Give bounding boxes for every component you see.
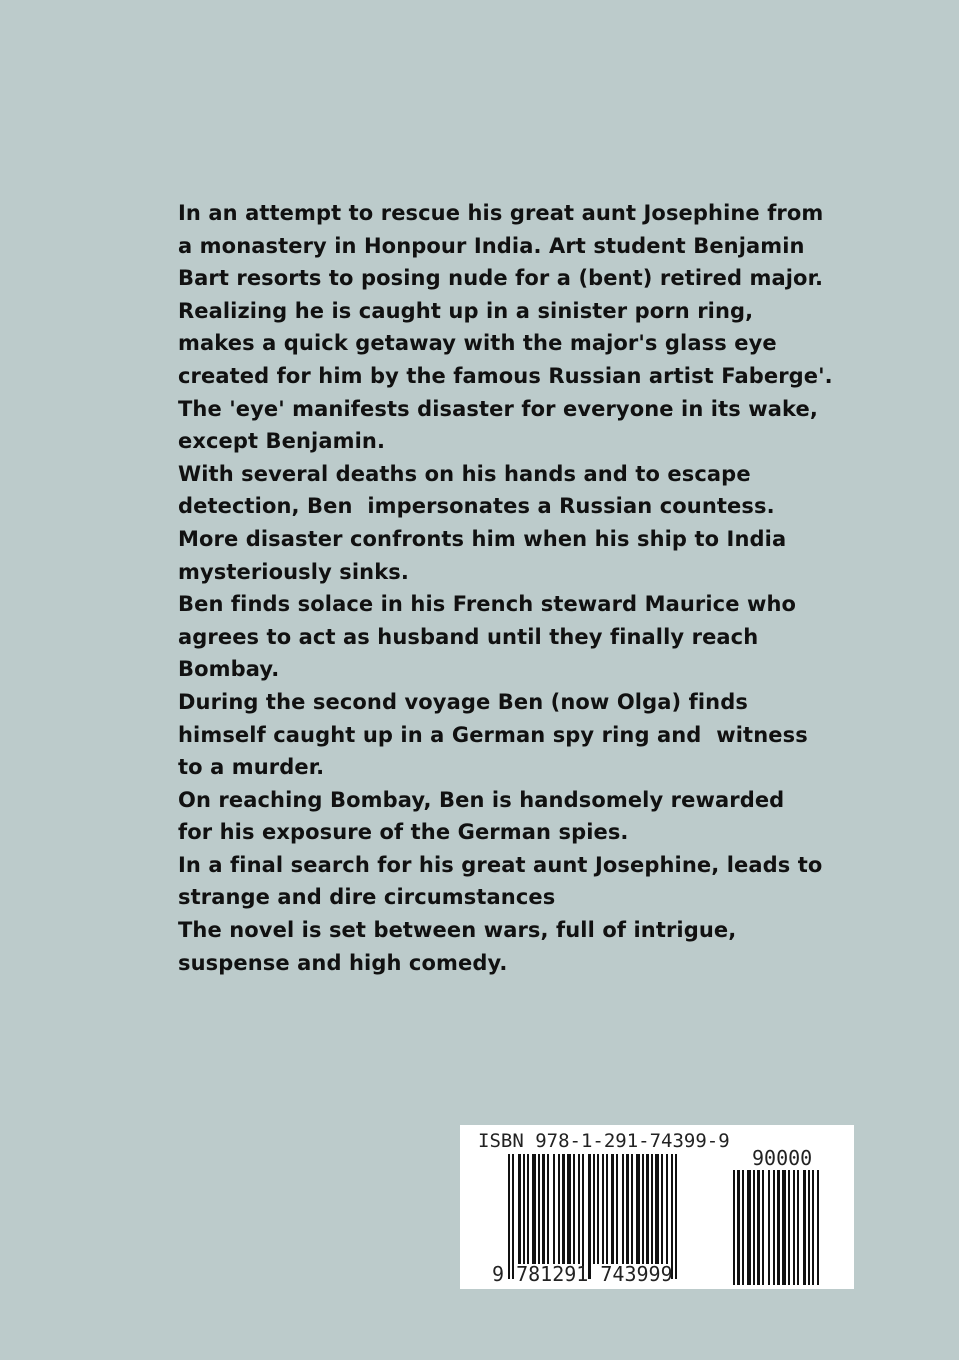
barcode-bar bbox=[631, 1154, 633, 1264]
barcode-bar bbox=[567, 1154, 571, 1264]
barcode-bar bbox=[578, 1154, 580, 1264]
barcode-bar bbox=[512, 1154, 514, 1279]
barcode-bar bbox=[588, 1154, 591, 1279]
blurb-line: Bart resorts to posing nude for a (bent) retired major. bbox=[178, 266, 824, 291]
blurb-line: strange and dire circumstances bbox=[178, 885, 556, 910]
barcode-bar bbox=[817, 1170, 819, 1285]
addon-barcode-bars bbox=[733, 1170, 845, 1285]
barcode-bar bbox=[797, 1170, 799, 1285]
barcode-bar bbox=[573, 1154, 575, 1264]
barcode-bar bbox=[508, 1154, 510, 1279]
barcode-bar bbox=[808, 1170, 810, 1285]
barcode-bar bbox=[606, 1154, 608, 1264]
barcode-bar bbox=[622, 1154, 624, 1264]
blurb-line: Ben finds solace in his French steward Maurice who bbox=[178, 592, 797, 617]
blurb-line: mysteriously sinks. bbox=[178, 559, 409, 584]
barcode-bar bbox=[737, 1170, 740, 1285]
barcode-bar bbox=[747, 1170, 751, 1285]
barcode-bar bbox=[655, 1154, 659, 1264]
barcode-bar bbox=[757, 1170, 760, 1285]
barcode-bar bbox=[812, 1170, 814, 1285]
barcode-bar bbox=[636, 1154, 640, 1264]
barcode-bar bbox=[793, 1170, 795, 1285]
back-cover-blurb bbox=[178, 197, 878, 979]
barcode-bar bbox=[642, 1154, 644, 1264]
barcode-bar bbox=[762, 1170, 764, 1285]
blurb-line: detection, Ben impersonates a Russian countess. bbox=[178, 494, 775, 519]
blurb-line: makes a quick getaway with the major's glass eye bbox=[178, 331, 777, 356]
barcode-bar bbox=[777, 1170, 780, 1285]
barcode-bar bbox=[616, 1154, 618, 1264]
barcode-bar bbox=[602, 1154, 604, 1264]
blurb-line: In a final search for his great aunt Josephine, leads to bbox=[178, 852, 823, 877]
barcode-bar bbox=[661, 1154, 663, 1264]
barcode-bar bbox=[611, 1154, 614, 1264]
barcode-bar bbox=[768, 1170, 770, 1285]
barcode-bar bbox=[671, 1154, 673, 1279]
blurb-line: On reaching Bombay, Ben is handsomely rewarded bbox=[178, 787, 785, 812]
barcode-bar bbox=[742, 1170, 744, 1285]
blurb-line: More disaster confronts him when his ship to India bbox=[178, 526, 787, 551]
barcode-bar bbox=[788, 1170, 790, 1285]
blurb-line: The novel is set between wars, full of intrigue, bbox=[178, 918, 737, 943]
barcode-bar bbox=[675, 1154, 677, 1279]
barcode-bar bbox=[547, 1154, 549, 1264]
blurb-line: except Benjamin. bbox=[178, 429, 386, 454]
ean-digits: 9 781291 743999 bbox=[492, 1262, 673, 1286]
barcode-bar bbox=[646, 1154, 649, 1264]
barcode-bar bbox=[666, 1154, 668, 1264]
barcode-bar bbox=[733, 1170, 735, 1285]
barcode-bar bbox=[597, 1154, 599, 1264]
barcode-bar bbox=[582, 1154, 584, 1279]
barcode-bar bbox=[538, 1154, 540, 1264]
barcode-bar bbox=[523, 1154, 525, 1264]
blurb-line: With several deaths on his hands and to escape bbox=[178, 461, 751, 486]
blurb-line: In an attempt to rescue his great aunt Josephine from bbox=[178, 201, 824, 225]
barcode-bar bbox=[782, 1170, 786, 1285]
barcode-bar bbox=[803, 1170, 806, 1285]
barcode-bar bbox=[651, 1154, 653, 1264]
barcode-bar bbox=[626, 1154, 629, 1264]
blurb-line: During the second voyage Ben (now Olga) finds bbox=[178, 689, 748, 714]
barcode-bar bbox=[753, 1170, 755, 1285]
price-addon-label: 90000 bbox=[752, 1146, 813, 1170]
barcode-bar bbox=[553, 1154, 555, 1264]
blurb-line: himself caught up in a German spy ring and witness bbox=[178, 722, 808, 747]
blurb-line: created for him by the famous Russian artist Faberge'. bbox=[178, 363, 833, 388]
barcode-bar bbox=[558, 1154, 560, 1264]
blurb-line: The 'eye' manifests disaster for everyone in its wake, bbox=[178, 396, 818, 421]
blurb-line: a monastery in Honpour India. Art student Benjamin bbox=[178, 233, 805, 258]
barcode-bar bbox=[532, 1154, 536, 1264]
barcode-bar bbox=[773, 1170, 775, 1285]
blurb-line: agrees to act as husband until they finally reach bbox=[178, 624, 759, 649]
barcode-bar bbox=[593, 1154, 595, 1264]
blurb-line: Realizing he is caught up in a sinister porn ring, bbox=[178, 298, 754, 323]
ean-barcode-bars bbox=[508, 1154, 708, 1279]
blurb-line: Bombay. bbox=[178, 657, 280, 682]
blurb-line: to a murder. bbox=[178, 755, 325, 780]
blurb-line: suspense and high comedy. bbox=[178, 950, 508, 975]
barcode-bar bbox=[562, 1154, 565, 1264]
barcode-bar bbox=[542, 1154, 545, 1264]
barcode-bar bbox=[527, 1154, 529, 1264]
barcode-bar bbox=[518, 1154, 521, 1264]
blurb-line: for his exposure of the German spies. bbox=[178, 820, 629, 845]
isbn-label: ISBN 978-1-291-74399-9 bbox=[478, 1130, 730, 1152]
